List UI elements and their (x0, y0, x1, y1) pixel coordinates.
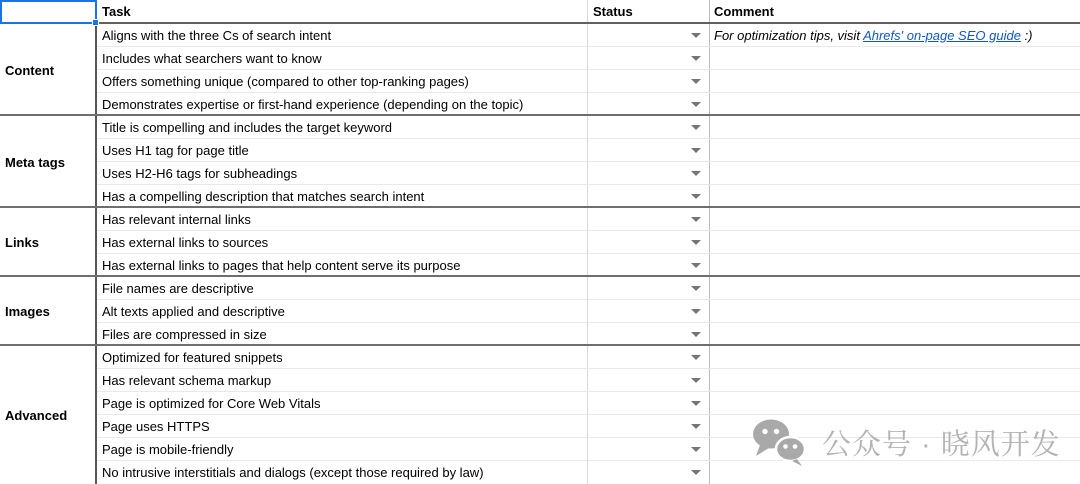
status-cell[interactable] (588, 438, 710, 460)
task-label: Title is compelling and includes the target keyword (102, 119, 392, 135)
table-row (97, 185, 1080, 208)
section-rows (97, 24, 1080, 116)
task-label: File names are descriptive (102, 280, 254, 296)
category-label: Content (5, 62, 55, 78)
comment-cell[interactable] (710, 231, 1080, 253)
dropdown-arrow-icon[interactable] (691, 171, 701, 176)
status-cell[interactable] (588, 277, 710, 299)
task-label: Offers something unique (compared to other top-ranking pages) (102, 73, 469, 89)
table-row (97, 346, 1080, 369)
task-cell[interactable] (97, 369, 588, 391)
section-rows (97, 208, 1080, 277)
status-cell[interactable] (588, 346, 710, 368)
dropdown-arrow-icon[interactable] (691, 56, 701, 61)
task-label: Aligns with the three Cs of search intent (102, 27, 332, 43)
table-body (0, 24, 1080, 484)
task-cell[interactable] (97, 346, 588, 368)
task-label: Includes what searchers want to know (102, 50, 322, 66)
task-cell[interactable] (97, 392, 588, 414)
category-cell[interactable] (0, 116, 97, 208)
comment-cell[interactable] (710, 47, 1080, 69)
category-cell[interactable] (0, 277, 97, 346)
table-row (97, 116, 1080, 139)
section-row-group (0, 277, 1080, 346)
task-cell[interactable] (97, 70, 588, 92)
header-cell-status[interactable] (588, 0, 710, 22)
status-cell[interactable] (588, 70, 710, 92)
task-cell[interactable] (97, 323, 588, 346)
comment-cell[interactable] (710, 300, 1080, 322)
dropdown-arrow-icon[interactable] (691, 79, 701, 84)
category-cell[interactable] (0, 208, 97, 277)
comment-text (714, 28, 1033, 43)
status-cell[interactable] (588, 254, 710, 277)
category-label: Meta tags (5, 154, 65, 170)
task-cell[interactable] (97, 162, 588, 184)
comment-cell[interactable] (710, 24, 1080, 46)
task-cell[interactable] (97, 277, 588, 299)
status-cell[interactable] (588, 300, 710, 322)
status-cell[interactable] (588, 185, 710, 208)
task-label: Files are compressed in size (102, 327, 267, 342)
comment-cell[interactable] (710, 139, 1080, 161)
comment-cell[interactable] (710, 116, 1080, 138)
comment-suffix: :) (1020, 27, 1033, 43)
header-row (0, 0, 1080, 24)
comment-cell[interactable] (710, 369, 1080, 391)
header-cell-task[interactable] (97, 0, 588, 22)
task-label: Has relevant internal links (102, 211, 251, 227)
dropdown-arrow-icon[interactable] (691, 217, 701, 222)
status-cell[interactable] (588, 47, 710, 69)
comment-cell[interactable] (710, 185, 1080, 208)
task-label: Uses H2-H6 tags for subheadings (102, 165, 298, 181)
dropdown-arrow-icon[interactable] (691, 309, 701, 314)
task-cell[interactable] (97, 415, 588, 437)
task-label: Uses H1 tag for page title (102, 142, 249, 158)
dropdown-arrow-icon[interactable] (691, 148, 701, 153)
status-cell[interactable] (588, 24, 710, 46)
table-row (97, 162, 1080, 185)
task-label: Optimized for featured snippets (102, 349, 283, 365)
table-row (97, 70, 1080, 93)
task-label: Has a compelling description that matches search intent (102, 189, 425, 204)
status-cell[interactable] (588, 415, 710, 437)
dropdown-arrow-icon[interactable] (691, 194, 701, 199)
status-cell[interactable] (588, 139, 710, 161)
header-cell-comment[interactable] (710, 0, 1080, 22)
table-row (97, 254, 1080, 277)
dropdown-arrow-icon[interactable] (691, 286, 701, 291)
dropdown-arrow-icon[interactable] (691, 125, 701, 130)
task-label: Page is optimized for Core Web Vitals (102, 395, 321, 411)
status-cell[interactable] (588, 392, 710, 414)
category-label: Advanced (5, 407, 68, 423)
comment-cell[interactable] (710, 162, 1080, 184)
wechat-icon (750, 418, 808, 466)
task-cell[interactable] (97, 47, 588, 69)
comment-prefix: For optimization tips, visit (714, 27, 864, 43)
dropdown-arrow-icon[interactable] (691, 263, 701, 268)
task-cell[interactable] (97, 254, 588, 277)
task-label: Has external links to pages that help content serve its purpose (102, 258, 461, 273)
task-label: No intrusive interstitials and dialogs (except those required by law) (102, 465, 484, 480)
dropdown-arrow-icon[interactable] (691, 102, 701, 107)
category-cell[interactable] (0, 24, 97, 116)
task-label: Alt texts applied and descriptive (102, 303, 285, 319)
status-cell[interactable] (588, 93, 710, 116)
comment-cell[interactable] (710, 277, 1080, 299)
task-cell[interactable] (97, 231, 588, 253)
section-row-group (0, 208, 1080, 277)
dropdown-arrow-icon[interactable] (691, 33, 701, 38)
table-row (97, 300, 1080, 323)
task-label: Has relevant schema markup (102, 372, 272, 388)
header-status-label: Status (593, 3, 633, 19)
task-label: Has external links to sources (102, 234, 269, 250)
table-row (97, 369, 1080, 392)
task-label: Page uses HTTPS (102, 418, 210, 434)
section-rows (97, 277, 1080, 346)
status-cell[interactable] (588, 369, 710, 391)
status-cell[interactable] (588, 162, 710, 184)
watermark (750, 418, 1061, 466)
task-label: Page is mobile-friendly (102, 441, 234, 457)
category-label: Links (5, 235, 39, 250)
comment-link[interactable]: Ahrefs' on-page SEO guide (863, 27, 1021, 43)
dropdown-arrow-icon[interactable] (691, 447, 701, 452)
table-row (97, 392, 1080, 415)
status-cell[interactable] (588, 208, 710, 230)
header-comment-label: Comment (714, 3, 774, 19)
watermark-text: 公众号 · 晓风开发 (822, 428, 1061, 461)
category-cell[interactable] (0, 346, 97, 484)
task-cell[interactable] (97, 116, 588, 138)
task-cell[interactable] (97, 461, 588, 484)
dropdown-arrow-icon[interactable] (691, 355, 701, 360)
comment-cell[interactable] (710, 323, 1080, 346)
dropdown-arrow-icon[interactable] (691, 470, 701, 475)
section-row-group (0, 24, 1080, 116)
task-cell[interactable] (97, 24, 588, 46)
dropdown-arrow-icon[interactable] (691, 424, 701, 429)
table-row (97, 231, 1080, 254)
table-row (97, 93, 1080, 116)
table-row (97, 139, 1080, 162)
task-cell[interactable] (97, 185, 588, 208)
comment-cell[interactable] (710, 254, 1080, 277)
section-rows (97, 116, 1080, 208)
table-row (97, 277, 1080, 300)
task-cell[interactable] (97, 438, 588, 460)
status-cell[interactable] (588, 461, 710, 484)
comment-cell[interactable] (710, 392, 1080, 414)
category-label: Images (5, 304, 50, 319)
status-cell[interactable] (588, 323, 710, 346)
status-cell[interactable] (588, 231, 710, 253)
table-row (97, 208, 1080, 231)
task-cell[interactable] (97, 93, 588, 116)
task-label: Demonstrates expertise or first-hand experience (depending on the topic) (102, 97, 524, 112)
task-cell[interactable] (97, 208, 588, 230)
selected-cell-outline[interactable] (0, 0, 97, 24)
table-row (97, 47, 1080, 70)
dropdown-arrow-icon[interactable] (691, 332, 701, 337)
fill-handle[interactable] (92, 19, 99, 26)
comment-cell[interactable] (710, 70, 1080, 92)
comment-cell[interactable] (710, 208, 1080, 230)
task-cell[interactable] (97, 139, 588, 161)
dropdown-arrow-icon[interactable] (691, 378, 701, 383)
status-cell[interactable] (588, 116, 710, 138)
dropdown-arrow-icon[interactable] (691, 240, 701, 245)
table-row (97, 24, 1080, 47)
dropdown-arrow-icon[interactable] (691, 401, 701, 406)
header-task-label: Task (102, 3, 131, 19)
comment-cell[interactable] (710, 93, 1080, 116)
table-row (97, 323, 1080, 346)
section-row-group (0, 116, 1080, 208)
comment-cell[interactable] (710, 346, 1080, 368)
task-cell[interactable] (97, 300, 588, 322)
